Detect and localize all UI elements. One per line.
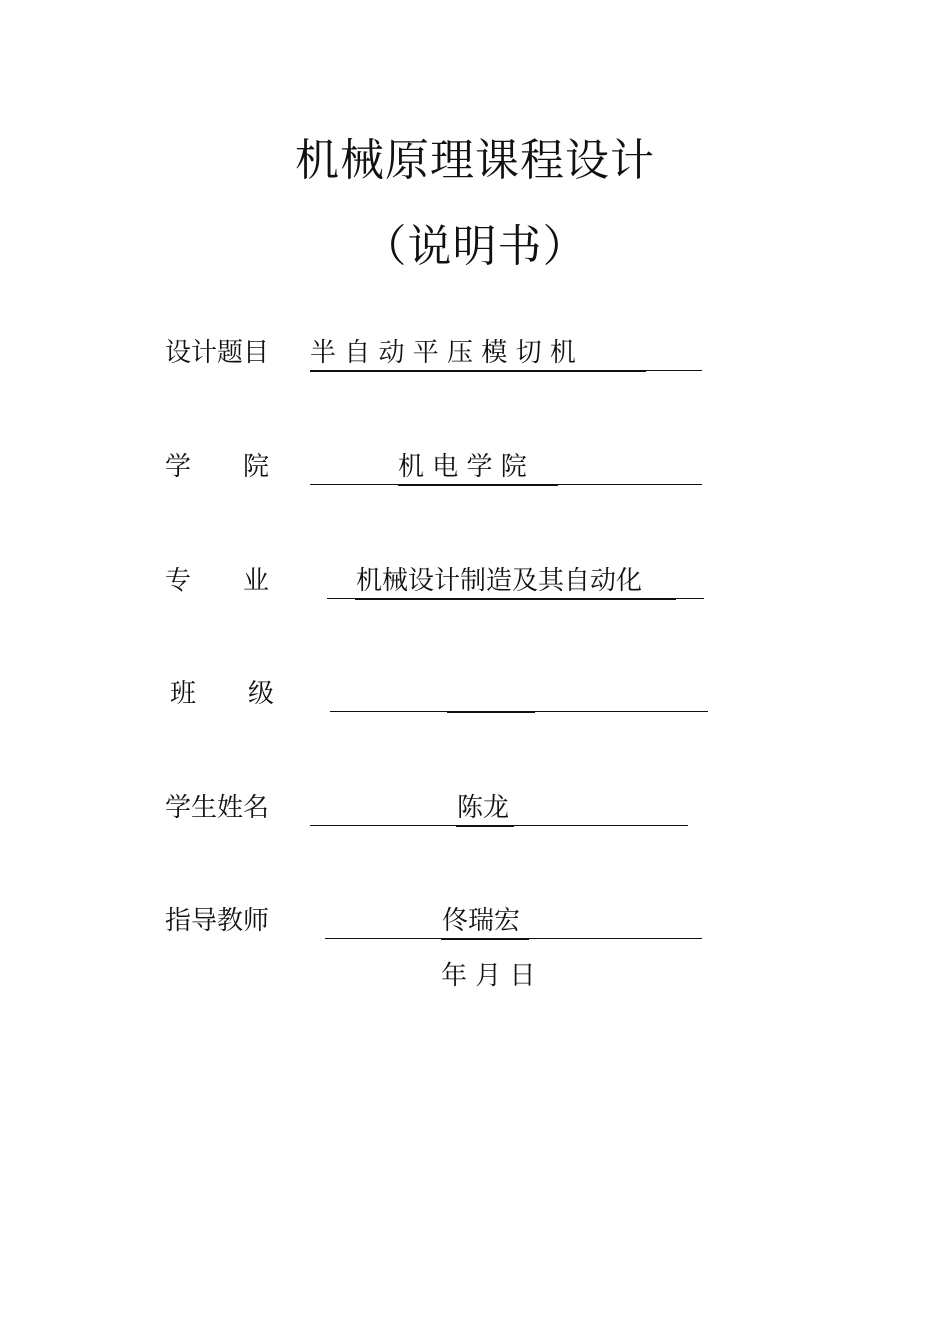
field-row-student — [0, 790, 950, 834]
field-row-class — [0, 676, 950, 720]
college-underline — [398, 484, 558, 486]
field-row-college — [0, 449, 950, 493]
advisor-value: 佟瑞宏 — [442, 906, 521, 936]
class-label: 班 级 — [170, 679, 275, 709]
advisor-underline-lead — [325, 938, 441, 939]
class-underline-lead — [330, 711, 447, 712]
document-title: 机械原理课程设计 — [295, 135, 655, 186]
topic-label: 设计题目 — [165, 338, 270, 368]
class-underline-tail — [535, 711, 708, 712]
field-row-major — [0, 563, 950, 607]
student-underline-lead — [310, 825, 456, 826]
college-label: 学 院 — [165, 452, 270, 482]
college-underline-tail — [558, 484, 702, 485]
student-underline — [456, 825, 514, 827]
document-subtitle: （说明书） — [362, 221, 588, 272]
major-underline-lead — [327, 598, 355, 599]
student-value: 陈龙 — [457, 793, 510, 823]
field-row-advisor — [0, 903, 950, 947]
topic-underline-tail — [646, 370, 702, 371]
major-underline — [355, 598, 676, 600]
advisor-underline — [441, 938, 529, 940]
topic-underline — [310, 370, 646, 372]
date-line: 年 月 日 — [441, 961, 536, 991]
major-label: 专 业 — [165, 566, 270, 596]
student-underline-tail — [514, 825, 688, 826]
field-row-topic — [0, 335, 950, 379]
college-value: 机 电 学 院 — [398, 452, 527, 482]
advisor-underline-tail — [529, 938, 702, 939]
advisor-label: 指导教师 — [165, 906, 270, 936]
class-underline — [447, 711, 535, 713]
major-underline-tail — [676, 598, 704, 599]
student-label: 学生姓名 — [165, 793, 270, 823]
major-value: 机械设计制造及其自动化 — [356, 566, 643, 596]
topic-value: 半 自 动 平 压 模 切 机 — [310, 338, 576, 368]
college-underline-lead — [310, 484, 398, 485]
